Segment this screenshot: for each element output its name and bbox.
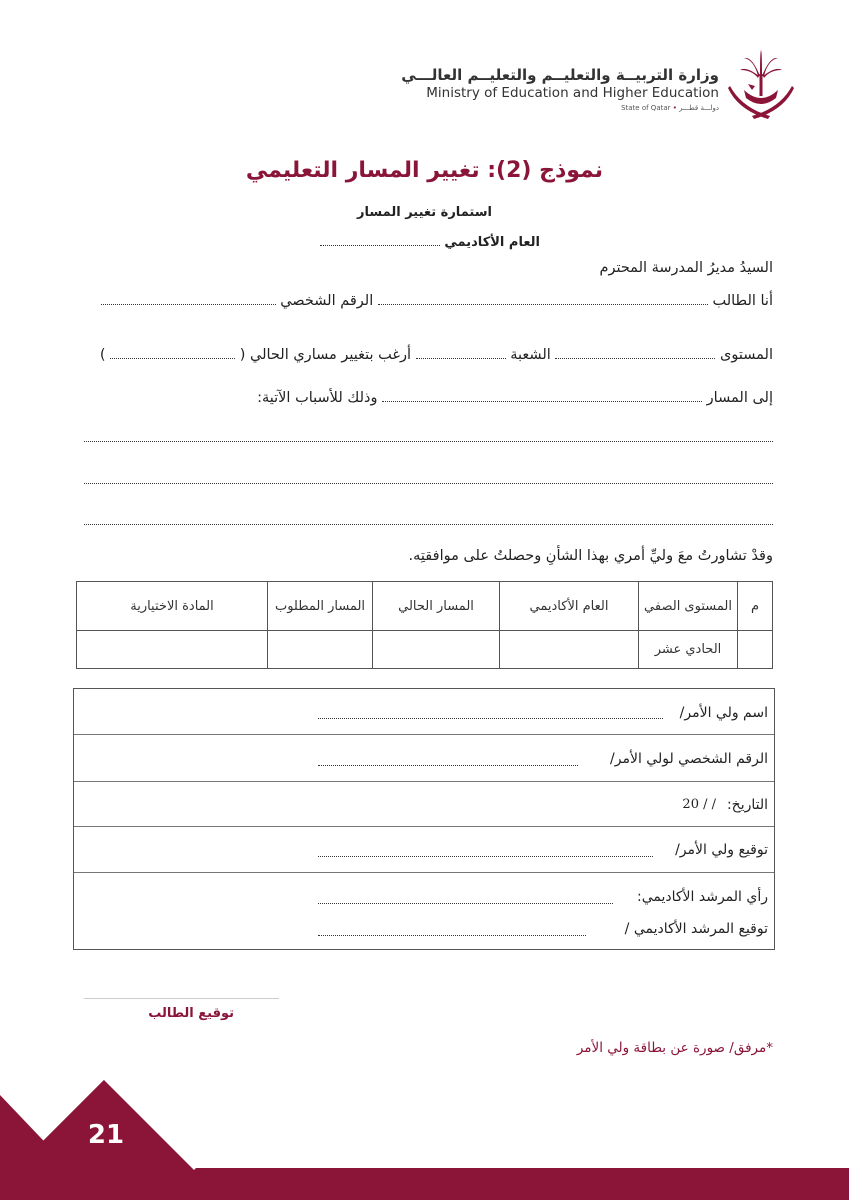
date-label: التاريخ: xyxy=(726,797,768,813)
student-line xyxy=(101,292,773,309)
level-blank[interactable] xyxy=(555,346,715,359)
target-track-line xyxy=(257,389,773,406)
date-row xyxy=(74,782,774,827)
academic-year-blank[interactable] xyxy=(320,233,440,246)
level-label: المستوى xyxy=(720,347,773,363)
guardian-id-label: الرقم الشخصي لولي الأمر/ xyxy=(610,751,768,767)
col-academic-year: العام الأكاديمي xyxy=(500,582,639,631)
track-change-table xyxy=(76,581,773,669)
guardian-id-blank[interactable] xyxy=(318,764,578,766)
cell-number[interactable] xyxy=(738,631,773,669)
guardian-signature-blank[interactable] xyxy=(318,855,653,857)
advisor-signature-blank[interactable] xyxy=(318,934,586,936)
date-value[interactable]: 20 / / xyxy=(682,797,716,812)
state-name-ar: دولـــة قطـــر xyxy=(679,104,719,112)
guardian-info-table xyxy=(73,688,775,950)
wish-close-paren: ) xyxy=(99,347,106,363)
guardian-name-label: اسم ولي الأمر/ xyxy=(679,705,768,721)
ministry-name-en: Ministry of Education and Higher Education xyxy=(426,85,719,101)
page-number: 21 xyxy=(87,1120,125,1150)
cell-current-track[interactable] xyxy=(373,631,500,669)
target-track-label: إلى المسار xyxy=(706,390,773,406)
form-title: نموذج (2): تغيير المسار التعليمي xyxy=(245,158,604,183)
reasons-label: وذلك للأسباب الآتية: xyxy=(257,390,378,406)
col-number: م xyxy=(738,582,773,631)
student-signature-label: توقيع الطالب xyxy=(148,1006,234,1021)
cell-grade-level[interactable]: الحادي عشر xyxy=(639,631,738,669)
cell-requested-track[interactable] xyxy=(268,631,373,669)
academic-year-field xyxy=(300,233,540,250)
level-line xyxy=(100,346,773,363)
section-blank[interactable] xyxy=(416,346,506,359)
col-elective-subject: المادة الاختيارية xyxy=(77,582,268,631)
reason-line-2[interactable] xyxy=(84,482,773,484)
student-label: أنا الطالب xyxy=(712,293,773,309)
student-name-blank[interactable] xyxy=(378,292,708,305)
personal-id-label: الرقم الشخصي xyxy=(280,293,374,309)
state-dot-icon: • xyxy=(672,104,677,112)
guardian-name-blank[interactable] xyxy=(318,717,663,719)
cell-academic-year[interactable] xyxy=(500,631,639,669)
student-signature-line[interactable] xyxy=(84,998,279,999)
guardian-id-row xyxy=(74,735,774,782)
table-header-row xyxy=(77,582,773,631)
ministry-name-ar: وزارة التربيــة والتعليــم والتعليــم العالـــي xyxy=(401,66,719,84)
ministry-emblem-icon xyxy=(722,46,800,124)
personal-id-blank[interactable] xyxy=(101,292,276,305)
col-current-track: المسار الحالي xyxy=(373,582,500,631)
ministry-logo-text xyxy=(401,66,719,112)
cell-elective-subject[interactable] xyxy=(77,631,268,669)
guardian-name-row xyxy=(74,689,774,735)
academic-year-label: العام الأكاديمي xyxy=(444,235,540,250)
advisor-opinion-label: رأي المرشد الأكاديمي: xyxy=(637,889,768,905)
attachment-note: *مرفق/ صورة عن بطاقة ولي الأمر xyxy=(576,1040,773,1056)
advisor-opinion-blank[interactable] xyxy=(318,902,613,904)
table-row xyxy=(77,631,773,669)
current-track-blank[interactable] xyxy=(110,346,235,359)
section-label: الشعبة xyxy=(510,347,551,363)
consultation-statement: وقدْ تشاورتُ معَ وليِّ أمري بهذا الشأنِ وحصلتُ على موافقتِه. xyxy=(408,548,773,564)
advisor-signature-label: توقيع المرشد الأكاديمي / xyxy=(624,921,768,937)
col-grade-level: المستوى الصفي xyxy=(639,582,738,631)
col-requested-track: المسار المطلوب xyxy=(268,582,373,631)
state-name-en: State of Qatar xyxy=(621,104,671,112)
reason-line-1[interactable] xyxy=(84,440,773,442)
target-track-blank[interactable] xyxy=(382,389,702,402)
advisor-row xyxy=(74,873,774,949)
wish-text: أرغب بتغيير مساري الحالي ( xyxy=(239,347,412,363)
guardian-signature-row xyxy=(74,827,774,873)
form-subtitle: استمارة تغيير المسار xyxy=(357,205,492,220)
reason-line-3[interactable] xyxy=(84,523,773,525)
guardian-signature-label: توقيع ولي الأمر/ xyxy=(675,842,768,858)
addressee-line: السيدُ مديرُ المدرسة المحترم xyxy=(599,260,773,276)
state-name xyxy=(401,104,719,112)
